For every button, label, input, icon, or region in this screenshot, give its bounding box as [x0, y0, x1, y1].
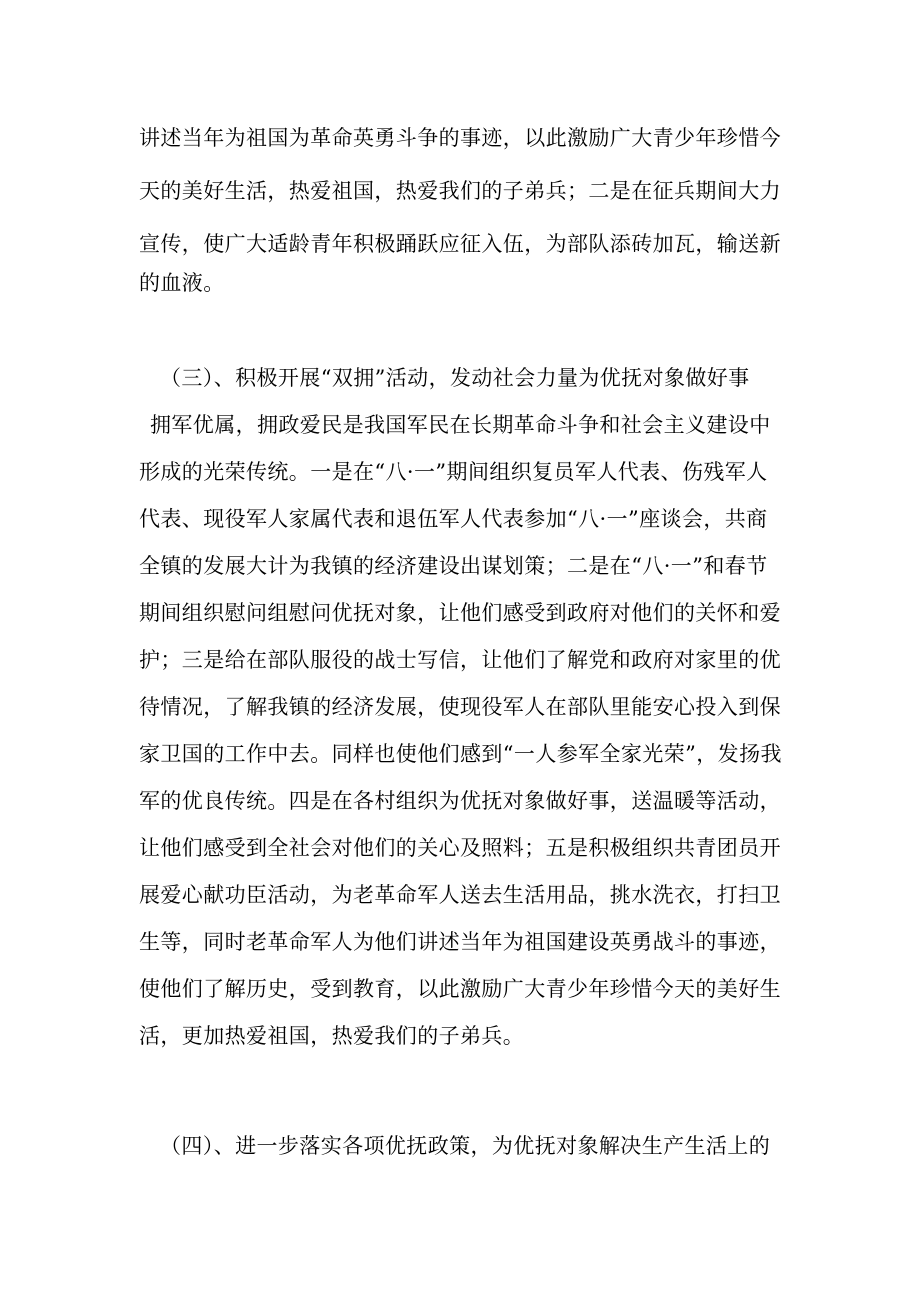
paragraph-2-line-5: 期间组织慰问组慰问优抚对象，让他们感受到政府对他们的关怀和爱 — [139, 601, 781, 625]
paragraph-2-line-14: 活，更加热爱祖国，热爱我们的子弟兵。 — [139, 1024, 525, 1048]
paragraph-1-line-2: 天的美好生活，热爱祖国，热爱我们的子弟兵；二是在征兵期间大力 — [139, 179, 781, 203]
paragraph-2-line-7: 待情况，了解我镇的经济发展，使现役军人在部队里能安心投入到保 — [139, 695, 781, 719]
paragraph-1-line-4: 的血液。 — [139, 271, 225, 295]
paragraph-2-line-1: 拥军优属，拥政爱民是我国军民在长期革命斗争和社会主义建设中 — [150, 413, 771, 437]
section-heading-4: （四）、进一步落实各项优抚政策，为优抚对象解决生产生活上的 — [160, 1134, 771, 1158]
paragraph-2-line-2: 形成的光荣传统。一是在“八·一”期间组织复员军人代表、伤残军人 — [139, 460, 768, 484]
paragraph-1-line-3: 宣传，使广大适龄青年积极踊跃应征入伍，为部队添砖加瓦，输送新 — [139, 232, 781, 256]
paragraph-2-line-4: 全镇的发展大计为我镇的经济建设出谋划策；二是在“八·一”和春节 — [139, 554, 768, 578]
paragraph-1-line-1: 讲述当年为祖国为革命英勇斗争的事迹，以此激励广大青少年珍惜今 — [139, 126, 781, 150]
paragraph-2-line-3: 代表、现役军人家属代表和退伍军人代表参加“八·一”座谈会，共商 — [139, 507, 768, 531]
paragraph-2-line-10: 让他们感受到全社会对他们的关心及照料；五是积极组织共青团员开 — [139, 836, 781, 860]
paragraph-2-line-13: 使他们了解历史，受到教育，以此激励广大青少年珍惜今天的美好生 — [139, 977, 781, 1001]
paragraph-2-line-9: 军的优良传统。四是在各村组织为优抚对象做好事，送温暖等活动， — [139, 789, 781, 813]
paragraph-2-line-11: 展爱心献功臣活动，为老革命军人送去生活用品，挑水洗衣，打扫卫 — [139, 883, 781, 907]
paragraph-2-line-6: 护；三是给在部队服役的战士写信，让他们了解党和政府对家里的优 — [139, 648, 781, 672]
paragraph-2-line-8: 家卫国的工作中去。同样也使他们感到“一人参军全家光荣”，发扬我 — [139, 742, 782, 766]
section-heading-3: （三）、积极开展“双拥”活动，发动社会力量为优抚对象做好事 — [160, 366, 750, 390]
paragraph-2-line-12: 生等，同时老革命军人为他们讲述当年为祖国建设英勇战斗的事迹， — [139, 930, 781, 954]
